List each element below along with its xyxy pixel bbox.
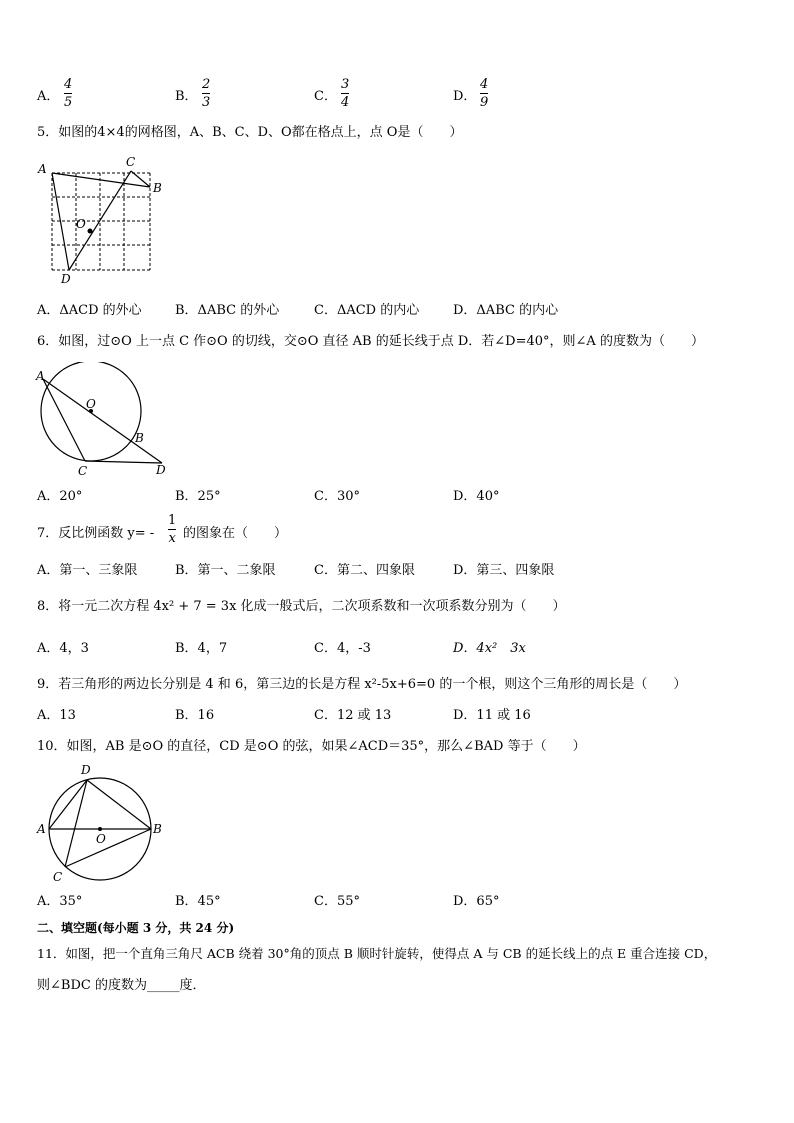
point-o — [98, 827, 102, 831]
q5-option-d: D．ΔABC 的内心 — [453, 303, 559, 318]
q10-option-c: C．55° — [314, 894, 360, 909]
q5-option-a: A．ΔACD 的外心 — [37, 303, 142, 318]
q4-option-a-num: 4 — [64, 77, 73, 92]
q9-option-d: D．11 或 16 — [453, 708, 531, 723]
q4-option-d-letter: D． — [453, 89, 477, 104]
fraction-bar — [202, 93, 210, 94]
q4-option-c-num: 3 — [341, 77, 350, 92]
q4-option-d-den: 9 — [480, 95, 489, 110]
q4-option-b-letter: B． — [175, 89, 198, 104]
label-b: B — [153, 822, 162, 836]
label-o: O — [86, 397, 96, 411]
q4-option-c-fraction — [341, 78, 349, 109]
q4-option-d-fraction — [480, 78, 488, 109]
q6-stem: 6．如图，过⊙O 上一点 C 作⊙O 的切线，交⊙O 直径 AB 的延长线于点 D．若∠D=40°，则∠A 的度数为（ ） — [37, 334, 704, 349]
label-d: D — [81, 763, 91, 777]
point-o — [88, 229, 93, 234]
label-c: C — [53, 870, 63, 884]
q6-option-c: C．30° — [314, 489, 360, 504]
fraction-bar — [168, 529, 176, 530]
q8-option-a: A．4，3 — [37, 641, 89, 656]
q6-option-b: B．25° — [175, 489, 221, 504]
q10-stem: 10．如图，AB 是⊙O 的直径，CD 是⊙O 的弦，如果∠ACD＝35°，那么∠BAD 等于（ ） — [37, 739, 586, 754]
q6-option-d: D．40° — [453, 489, 500, 504]
q5-option-c: C．ΔACD 的内心 — [314, 303, 420, 318]
q4-option-a-fraction — [64, 78, 72, 109]
q7-option-b: B．第一、二象限 — [175, 563, 276, 578]
q10-option-a: A．35° — [37, 894, 83, 909]
q9-stem: 9．若三角形的两边长分别是 4 和 6，第三边的长是方程 x²-5x+6=0 的一个根，则这个三角形的周长是（ ） — [37, 677, 687, 692]
fraction-bar — [64, 93, 72, 94]
label-d: D — [156, 463, 166, 477]
q8-option-b: B．4，7 — [175, 641, 228, 656]
q7-stem-pre: 7．反比例函数 y= - — [37, 526, 155, 541]
q8-stem: 8．将一元二次方程 4x² + 7 = 3x 化成一般式后，二次项系数和一次项系数分别为（ ） — [37, 599, 566, 614]
label-b: B — [153, 181, 162, 195]
q7-option-c: C．第二、四象限 — [314, 563, 415, 578]
label-d: D — [61, 272, 71, 285]
label-a: A — [37, 822, 46, 836]
q7-num: 1 — [168, 513, 177, 528]
q5-stem: 5．如图的4×4的网格图，A、B、C、D、O都在格点上，点 O是（ ） — [37, 125, 463, 140]
q7-option-d: D．第三、四象限 — [453, 563, 555, 578]
q9-option-b: B．16 — [175, 708, 215, 723]
q7-stem-post: 的图象在（ ） — [183, 526, 288, 541]
q4-option-d-num: 4 — [480, 77, 489, 92]
q11-line2: 则∠BDC 的度数为_____度． — [37, 978, 206, 993]
q5-option-b: B．ΔABC 的外心 — [175, 303, 280, 318]
triangle-lines — [52, 171, 150, 270]
q8-option-c: C．4，-3 — [314, 641, 371, 656]
q7-den: x — [168, 531, 176, 546]
q4-option-b-num: 2 — [202, 77, 211, 92]
label-a: A — [36, 369, 45, 383]
fraction-bar — [480, 93, 488, 94]
q4-option-a-den: 5 — [64, 95, 73, 110]
q6-option-a: A．20° — [37, 489, 83, 504]
label-b: B — [135, 431, 144, 445]
q7-fraction — [168, 514, 176, 545]
q4-option-b-fraction — [202, 78, 210, 109]
q4-option-c-den: 4 — [341, 95, 350, 110]
q4-option-a-letter: A． — [37, 89, 60, 104]
q7-option-a: A．第一、三象限 — [37, 563, 138, 578]
q9-option-c: C．12 或 13 — [314, 708, 392, 723]
q10-option-d: D．65° — [453, 894, 500, 909]
q10-circle-figure — [32, 760, 167, 885]
label-c: C — [126, 155, 136, 169]
section-title: 二、填空题(每小题 3 分，共 24 分) — [37, 921, 235, 935]
q4-option-c-letter: C． — [314, 89, 337, 104]
q4-option-b-den: 3 — [202, 95, 211, 110]
q8-option-d: D．4x² 3x — [453, 641, 526, 656]
label-o: O — [96, 832, 106, 846]
fraction-bar — [341, 93, 349, 94]
q6-circle-figure — [32, 362, 177, 480]
q11-line1: 11．如图，把一个直角三角尺 ACB 绕着 30°角的顶点 B 顺时针旋转，使得点 A 与 CB 的延长线上的点 E 重合连接 CD， — [37, 946, 717, 961]
q10-option-b: B．45° — [175, 894, 221, 909]
label-c: C — [78, 464, 88, 478]
label-a: A — [38, 162, 47, 176]
q5-grid-figure — [34, 155, 169, 285]
label-o: O — [76, 217, 86, 231]
q9-option-a: A．13 — [37, 708, 76, 723]
